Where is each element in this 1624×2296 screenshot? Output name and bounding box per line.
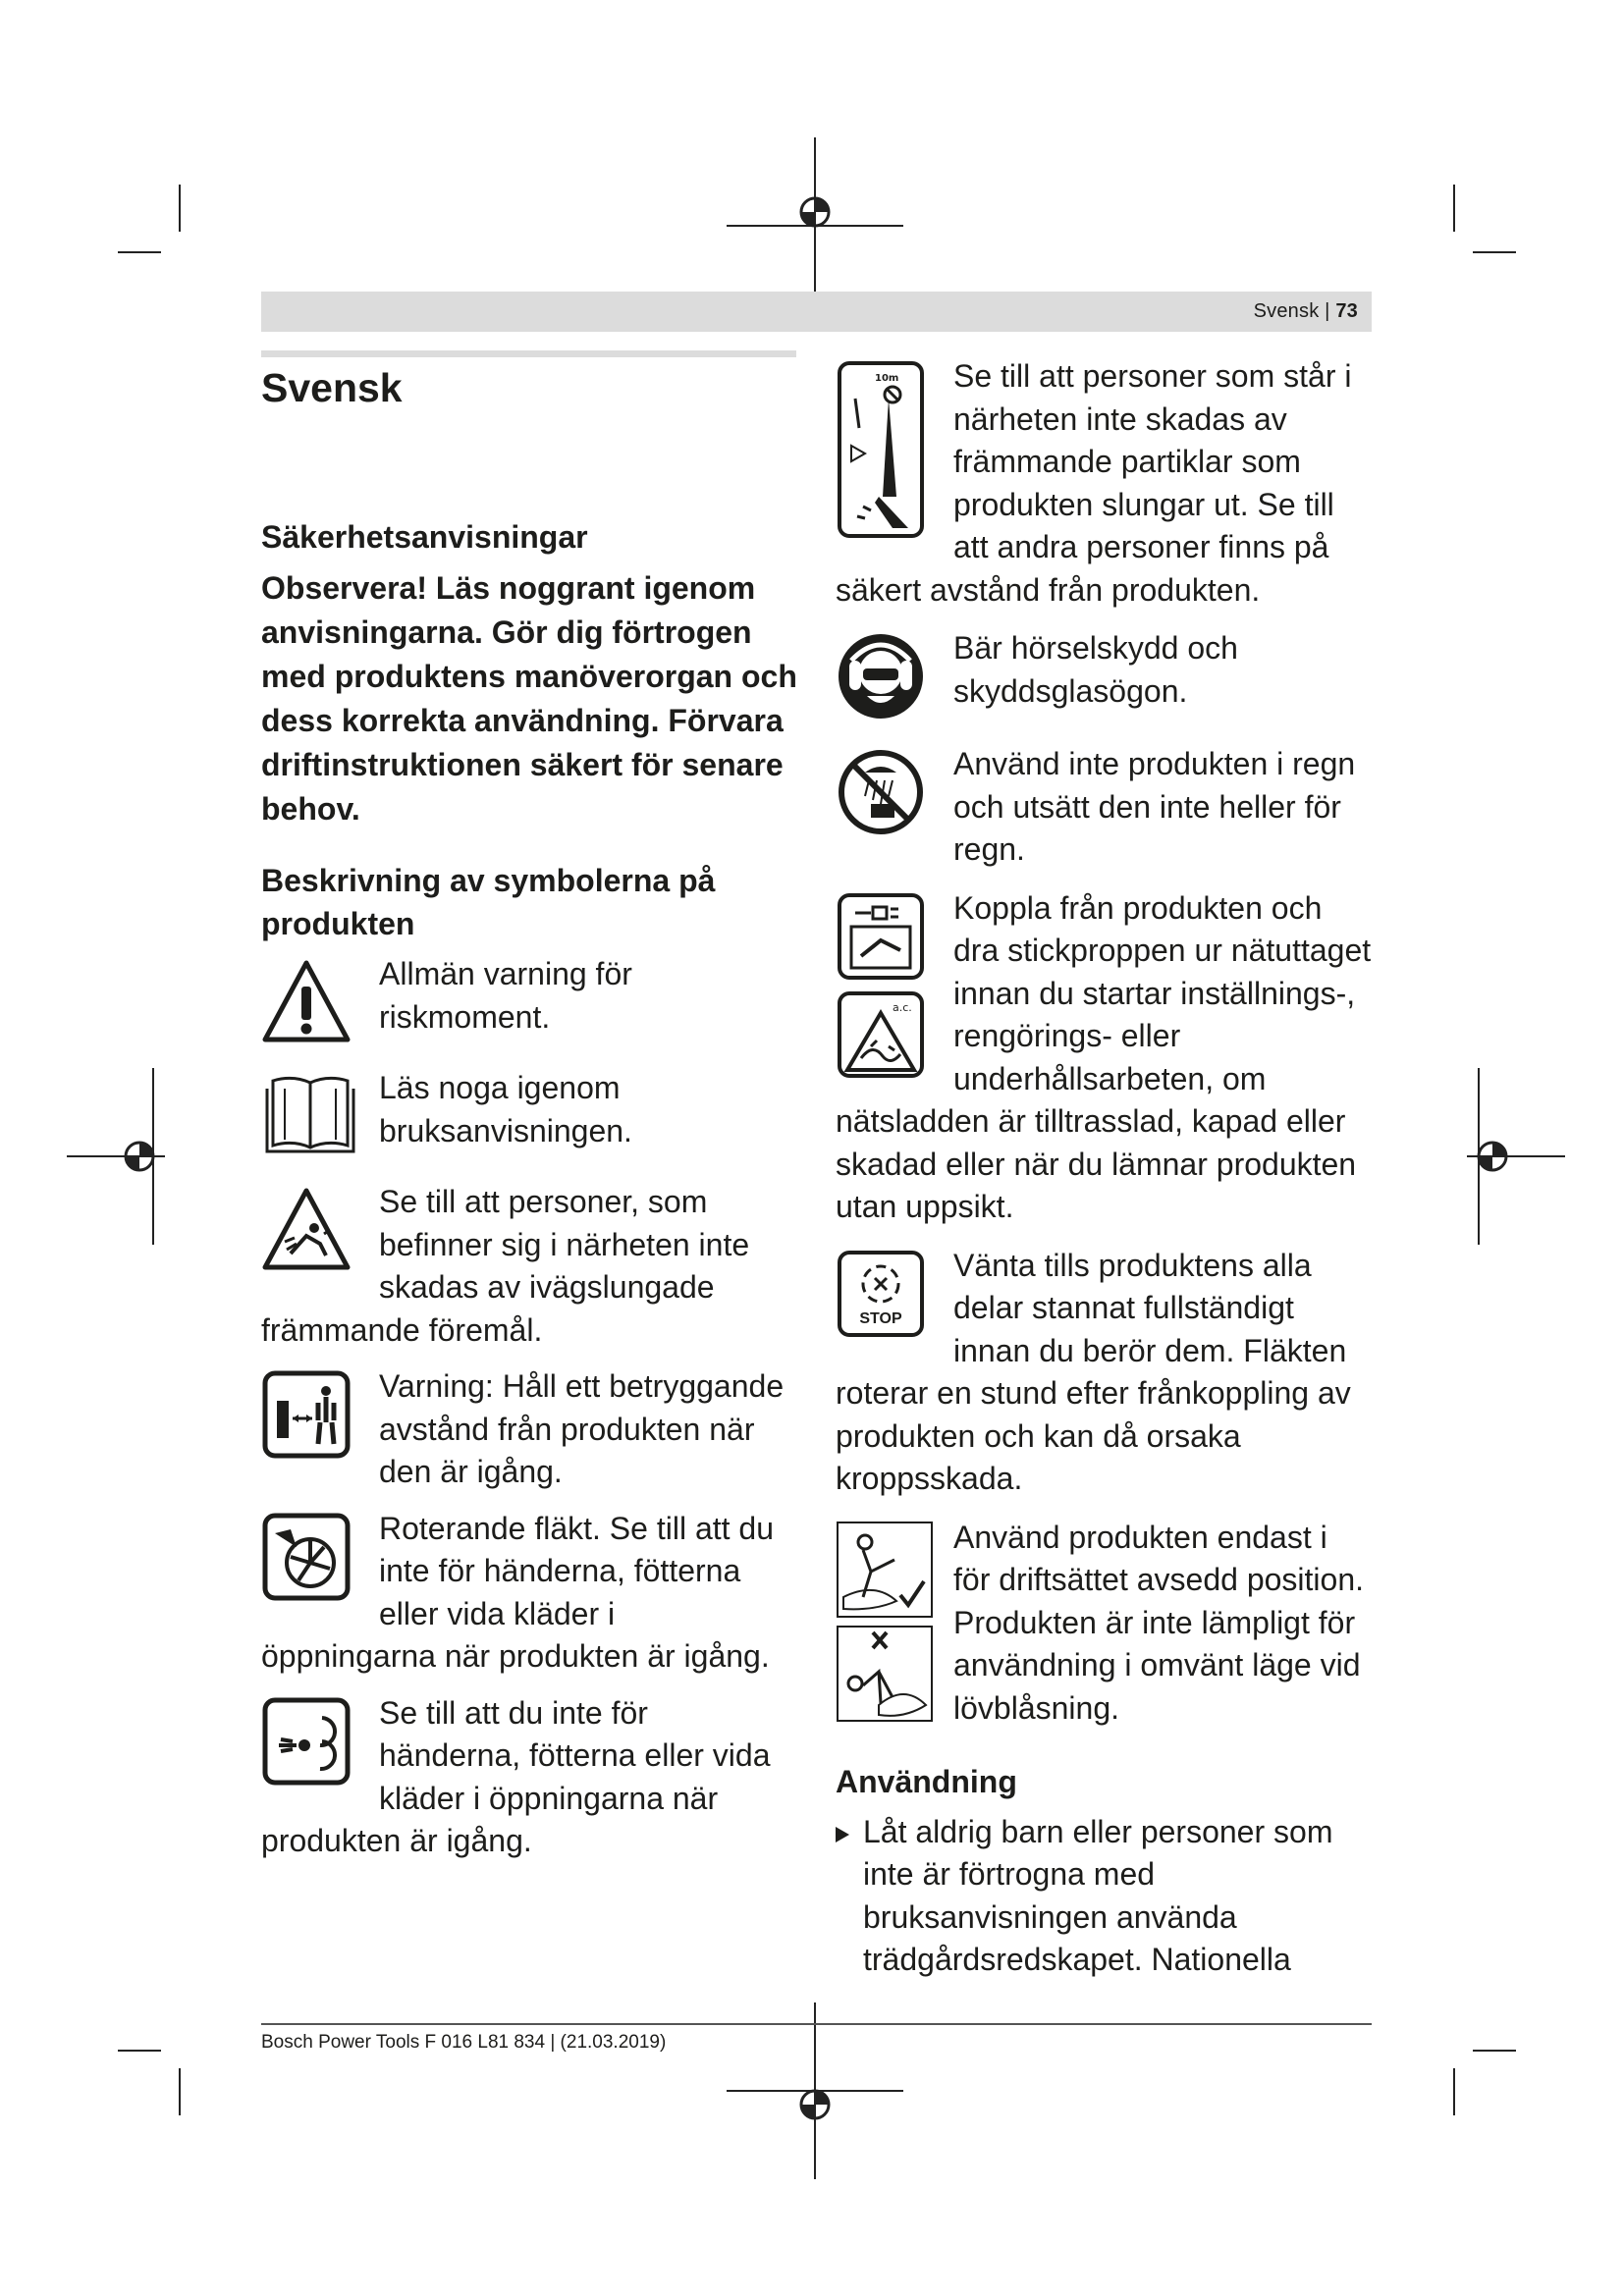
registration-mark-icon [1467,1068,1565,1245]
no-rain-icon [836,747,926,837]
usage-bullet [836,1811,1372,1982]
registration-mark-icon [67,1068,165,1245]
symbol-text: Se till att du inte för händerna, fötterna eller vida kläder i öppningarna när produkten är igång. [261,1694,771,1858]
wait-stop-icon [836,1249,926,1339]
symbol-entry [836,887,1372,1229]
symbol-entry [261,1692,797,1863]
right-column [836,355,1372,1982]
symbol-text: Vänta tills produktens alla delar stannat fullständigt innan du berör dem. Fläkten roterar en stund efter frånkoppling av produkten och kan då orsaka kroppsskada. [836,1247,1351,1496]
header-section: Svensk [1253,300,1320,322]
left-column [261,515,797,1863]
hands-feet-openings-icon [261,1696,352,1787]
crop-mark [118,2050,161,2052]
bystanders-debris-icon [836,359,926,540]
thrown-objects-icon [261,1185,352,1275]
symbol-entry [836,1517,1372,1736]
language-title: Svensk [261,365,403,410]
crop-mark [179,2068,181,2115]
symbol-text: Koppla från produkten och dra stickproppen ur nätuttaget innan du startar inställnings-, rengörings- eller underhållsarbeten, om nätsladden är tilltrasslad, kapad eller skadad eller när du lämnar produkten utan uppsikt. [836,889,1372,1224]
position-icon-group [836,1521,934,1731]
registration-mark-icon [727,2002,903,2179]
symbol-text: Bär hörselskydd och skyddsglasögon. [953,630,1238,709]
cord-damage-icon [836,989,926,1080]
page-number: 73 [1335,300,1358,322]
symbol-entry [261,953,797,1053]
symbol-text: Roterande fläkt. Se till att du inte för händerna, fötterna eller vida kläder i öppningarna när produkten är igång. [261,1510,774,1674]
symbol-text: Använd produkten endast i för driftsättet avsedd position. Produkten är inte lämpligt för användning i omvänt läge vid lövblåsning. [953,1519,1364,1726]
crop-mark [1473,251,1516,253]
symbol-entry [836,355,1372,612]
symbol-text: Varning: Håll ett betryggande avstånd från produkten när den är igång. [379,1368,785,1489]
warning-paragraph: Observera! Läs noggrant igenom anvisningarna. Gör dig förtrogen med produktens manöverorgan och dess korrekta användning. Förvara driftinstruktionen säkert för senare behov. [261,570,797,827]
crop-mark [1473,2050,1516,2052]
crop-mark [179,185,181,232]
header-separator: | [1325,300,1330,322]
page-header [261,292,1372,332]
safety-heading: Säkerhetsanvisningar [261,519,588,555]
usage-bullet-text: Låt aldrig barn eller personer som inte är förtrogna med bruksanvisningen använda trädgårdsredskapet. Nationella [863,1813,1333,1977]
general-warning-icon [261,957,352,1047]
header-text [1254,300,1358,323]
symbol-entry [261,1365,797,1494]
crop-mark [1453,185,1455,232]
correct-position-icon [836,1521,934,1619]
registration-mark-icon [727,137,903,314]
unplug-icon [836,891,926,982]
symbol-entry [836,743,1372,872]
crop-mark [1453,2068,1455,2115]
svg-text:a.c.: a.c. [893,1000,912,1014]
column-rule [261,350,796,357]
symbol-entry [261,1181,797,1352]
symbol-entry [261,1508,797,1679]
symbol-text: Allmän varning för riskmoment. [379,956,632,1035]
stop-label: STOP [859,1309,902,1327]
bullet-arrow-icon [836,1827,849,1842]
footer-rule [261,2023,1372,2025]
unplug-icon-group [836,891,926,1088]
footer-text: Bosch Power Tools F 016 L81 834 | (21.03.2019) [261,2032,667,2053]
ear-eye-protection-icon [836,631,926,721]
keep-distance-icon [261,1369,352,1460]
svg-text:10m: 10m [875,373,899,384]
symbol-text: Läs noga igenom bruksanvisningen. [379,1070,632,1148]
wrong-position-icon [836,1625,934,1723]
rotating-fan-icon [261,1512,352,1602]
symbol-text: Se till att personer, som befinner sig i närheten inte skadas av ivägslungade främmande föremål. [261,1184,750,1348]
crop-mark [118,251,161,253]
symbol-text: Se till att personer som står i närheten inte skadas av främmande partiklar som produkten slungar ut. Se till att andra personer finns på säkert avstånd från produkten. [836,358,1352,608]
symbol-entry [836,1245,1372,1501]
symbol-entry [261,1067,797,1167]
usage-heading: Användning [836,1763,1017,1799]
symbol-entry [836,627,1372,727]
symbols-heading: Beskrivning av symbolerna på produkten [261,863,716,941]
read-manual-icon [261,1071,359,1161]
symbol-text: Använd inte produkten i regn och utsätt den inte heller för regn. [953,746,1356,867]
